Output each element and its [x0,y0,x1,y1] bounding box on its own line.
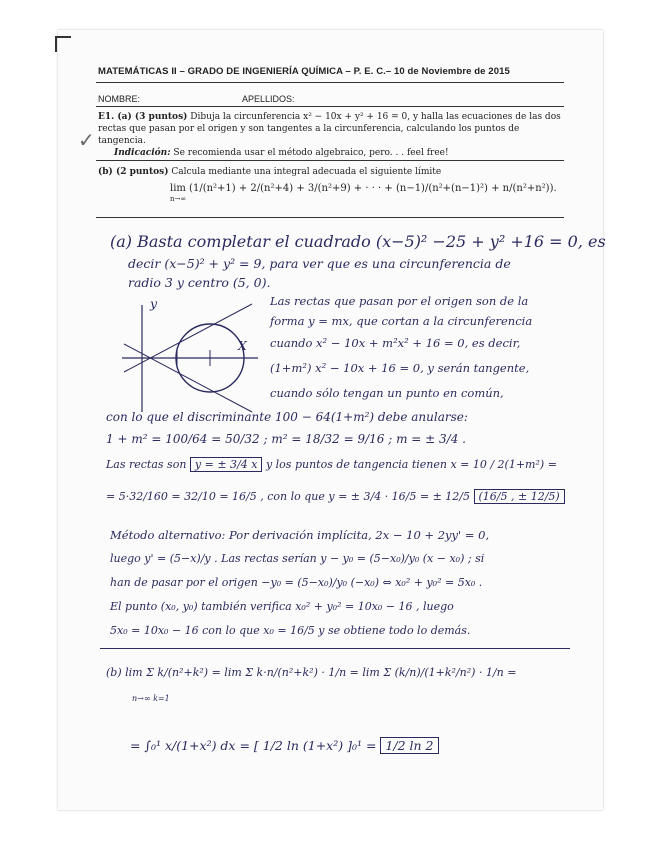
b-text: Calcula mediante una integral adecuada el siguiente límite [171,167,442,177]
sol-a-line-5: forma y = mx, que cortan a la circunferencia [270,314,533,328]
limit-formula-expr: lim (1/(n²+1) + 2/(n²+4) + 3/(n²+9) + · · · + (n−1)/(n²+(n−1)²) + n/(n²+n²)). [170,183,557,194]
axis-y-label: y [150,296,158,311]
sol-a-line-8: cuando sólo tengan un punto en común, [270,386,504,400]
sol-alt-line-2: luego y' = (5−x)/y . Las rectas serían y − y₀ = (5−x₀)/y₀ (x − x₀) ; si [110,552,485,565]
sol-a-line-2: decir (x−5)² + y² = 9, para ver que es una circunferencia de [128,256,511,271]
hint-label: Indicación: [114,148,171,158]
b-heading: (b) (2 puntos) [98,167,169,177]
axis-x-label: X [238,338,247,353]
rule-3 [96,160,564,161]
checkmark-icon: ✓ [78,128,95,152]
tangent-points-box: (16/5 , ± 12/5) [474,489,565,504]
rule-2 [96,106,564,107]
sol-alt-line-1: Método alternativo: Por derivación implícita, 2x − 10 + 2yy' = 0, [110,528,490,542]
limit-formula-sub: n→∞ [170,195,187,203]
tangent-lines-box: y = ± 3/4 x [190,457,263,472]
sol-a-line-12-text: = 5·32/160 = 32/10 = 16/5 , con lo que y = ± 3/4 · 16/5 = ± 12/5 [106,490,471,503]
page-corner-mark [55,36,71,52]
limit-formula [170,183,557,203]
sol-a-line-11 [106,458,557,471]
sol-a-line-9: con lo que el discriminante 100 − 64(1+m²) debe anularse: [106,410,468,424]
sol-b-line-1-sub: n→∞ k=1 [132,694,170,703]
sol-alt-line-5: 5x₀ = 10x₀ − 16 con lo que x₀ = 16/5 y se obtiene todo lo demás. [110,624,471,637]
exercise-e1 [98,111,564,159]
sol-alt-line-4: El punto (x₀, y₀) también verifica x₀² + y₀² = 10x₀ − 16 , luego [110,600,454,613]
sol-a-line-6: cuando x² − 10x + m²x² + 16 = 0, es decir, [270,336,521,350]
circle-sketch [122,300,262,415]
final-answer-box: 1/2 ln 2 [380,737,438,754]
sol-b-line-2-text: = ∫₀¹ x/(1+x²) dx = [ 1/2 ln (1+x²) ]₀¹ = [130,738,377,753]
sol-alt-line-3: han de pasar por el origen −y₀ = (5−x₀)/y₀ (−x₀) ⇔ x₀² + y₀² = 5x₀ . [110,576,483,589]
rule-4 [96,217,564,218]
nombre-label: NOMBRE: [98,94,141,104]
sol-a-line-11-pre: Las rectas son [106,458,187,471]
sol-a-line-1: (a) Basta completar el cuadrado (x−5)² −25 + y² +16 = 0, es [110,232,606,251]
sol-a-line-12 [106,490,565,503]
apellidos-label: APELLIDOS: [242,94,295,104]
exam-title: MATEMÁTICAS II – GRADO DE INGENIERÍA QUÍMICA – P. E. C.– 10 de Noviembre de 2015 [98,66,510,77]
e1-heading: E1. (a) (3 puntos) [98,112,188,122]
sol-a-line-10: 1 + m² = 100/64 = 50/32 ; m² = 18/32 = 9/16 ; m = ± 3/4 . [106,432,466,446]
sol-b-line-1: (b) lim Σ k/(n²+k²) = lim Σ k·n/(n²+k²) · 1/n = lim Σ (k/n)/(1+k²/n²) · 1/n = [106,666,517,679]
e1-text: Dibuja la circunferencia x² − 10x + y² + 16 = 0, y halla las ecuaciones de las dos rectas que pasan por el origen y son tangentes a la circunferencia, calculando los puntos de tangencia. [98,112,561,146]
hint-text: Se recomienda usar el método algebraico, pero. . . feel free! [173,148,449,158]
sol-b-line-2 [130,738,439,753]
sol-a-line-11-post: y los puntos de tangencia tienen x = 10 / 2(1+m²) = [265,458,557,471]
sol-a-line-4: Las rectas que pasan por el origen son de la [270,294,529,308]
sol-a-line-7: (1+m²) x² − 10x + 16 = 0, y serán tangente, [270,361,530,375]
exercise-b [98,166,564,178]
rule-5 [100,648,570,649]
rule-1 [96,82,564,83]
sol-a-line-3: radio 3 y centro (5, 0). [128,275,271,290]
